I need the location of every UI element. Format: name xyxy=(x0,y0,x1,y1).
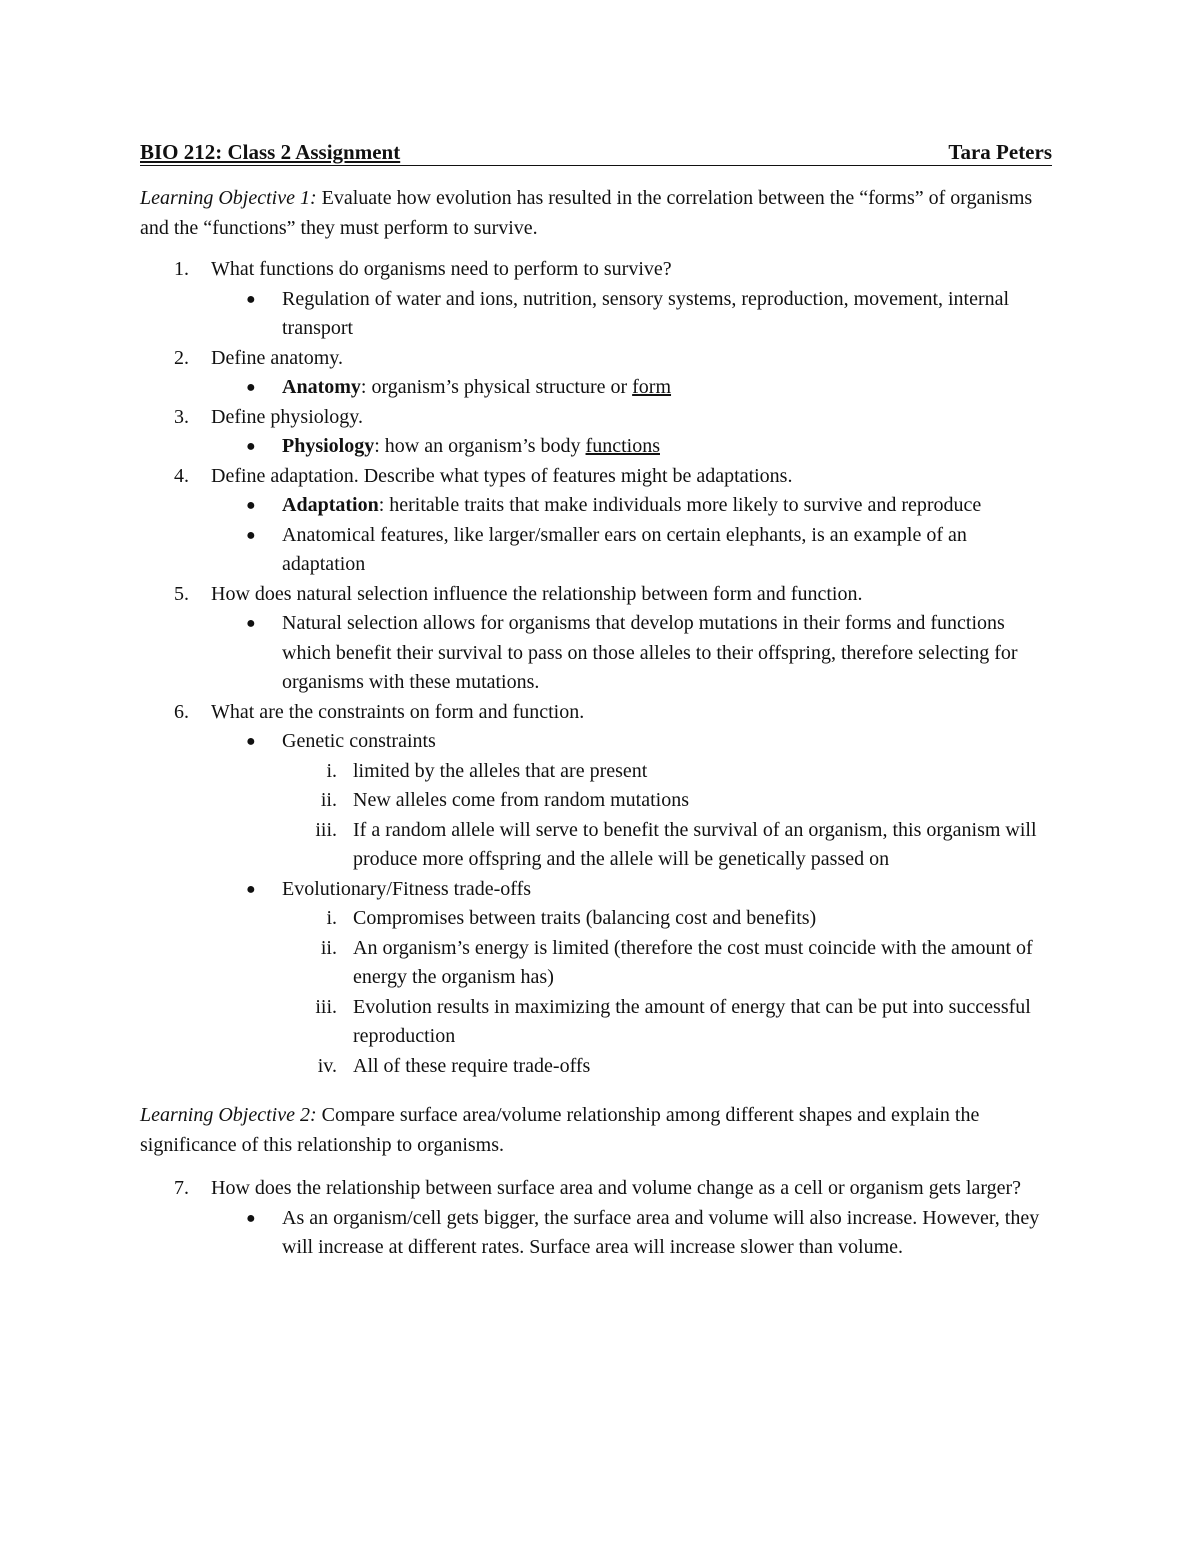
term: Adaptation xyxy=(282,494,379,516)
answer-item: ● As an organism/cell gets bigger, the surface area and volume will also increase. However, they will increase at different rates. Surface area will increase slower than volume. xyxy=(211,1204,1052,1263)
term: Physiology xyxy=(282,435,375,457)
answer-item: ● Adaptation: heritable traits that make individuals more likely to survive and reproduce xyxy=(211,491,1052,521)
author-name: Tara Peters xyxy=(948,140,1052,164)
answer-item: ● Evolutionary/Fitness trade-offs i. Compromises between traits (balancing cost and benefits) ii. An organism’s energy is limited (therefore the cost must coincide with the amount of energy the organism has) iii. Evolution results in maximizing the amount of energy that can be put into successful reproduction iv. All of these require trade-offs xyxy=(211,875,1052,1082)
question-number: 2. xyxy=(174,346,189,369)
roman-item: iii. Evolution results in maximizing the amount of energy that can be put into successful reproduction xyxy=(315,995,1031,1047)
roman-item: i. Compromises between traits (balancing cost and benefits) xyxy=(326,907,817,929)
question-7 xyxy=(140,1174,1052,1263)
question-3 xyxy=(140,403,1052,462)
roman-list xyxy=(282,757,1052,875)
answer-item: ● Anatomy: organism’s physical structure or form xyxy=(211,373,1052,403)
question-2 xyxy=(140,344,1052,403)
question-number: 3. xyxy=(174,405,189,428)
roman-item: ii. New alleles come from random mutations xyxy=(320,789,690,811)
question-text: Define physiology. xyxy=(211,405,364,428)
question-1 xyxy=(140,255,1052,344)
question-text: What are the constraints on form and function. xyxy=(211,700,585,723)
objective-label: Learning Objective 2: xyxy=(140,1104,317,1126)
bullet-icon: ● xyxy=(246,615,256,632)
answer-item: ● Regulation of water and ions, nutrition, sensory systems, reproduction, movement, internal transport xyxy=(211,285,1052,344)
roman-item: iii. If a random allele will serve to benefit the survival of an organism, this organism will produce more offspring and the allele will be genetically passed on xyxy=(315,818,1037,870)
objective-text: Evaluate how evolution has resulted in the correlation between the “forms” of organisms and the “functions” they must perform to survive. xyxy=(140,187,1033,239)
question-text: How does the relationship between surface area and volume change as a cell or organism gets larger? xyxy=(211,1177,1022,1199)
roman-item: ii. An organism’s energy is limited (therefore the cost must coincide with the amount of energy the organism has) xyxy=(320,936,1033,988)
bullet-icon: ● xyxy=(246,290,256,308)
bullet-icon: ● xyxy=(246,379,256,396)
bullet-icon: ● xyxy=(246,1209,256,1227)
question-6 xyxy=(140,698,1052,1082)
term: Anatomy xyxy=(282,376,361,398)
bullet-icon: ● xyxy=(246,880,256,898)
question-text: How does natural selection influence the relationship between form and function. xyxy=(211,582,863,605)
bullet-icon: ● xyxy=(246,733,256,750)
question-number: 6. xyxy=(174,700,189,723)
question-5 xyxy=(140,580,1052,698)
bullet-icon: ● xyxy=(246,497,256,514)
question-text: Define anatomy. xyxy=(211,346,343,369)
question-number: 4. xyxy=(174,464,189,487)
question-list xyxy=(140,255,1052,1081)
roman-list xyxy=(282,904,1052,1081)
roman-item: iv. All of these require trade-offs xyxy=(317,1054,591,1077)
document-page xyxy=(140,140,1052,1263)
question-4 xyxy=(140,462,1052,580)
learning-objective-1 xyxy=(140,184,1052,243)
answer-item: ● Physiology: how an organism’s body functions xyxy=(211,432,1052,462)
roman-item: i. limited by the alleles that are present xyxy=(326,759,648,782)
question-number: 7. xyxy=(174,1177,189,1199)
document-header xyxy=(140,140,1052,166)
objective-text: Compare surface area/volume relationship among different shapes and explain the significance of this relationship to organisms. xyxy=(140,1104,980,1156)
objective-label: Learning Objective 1: xyxy=(140,187,317,209)
learning-objective-2 xyxy=(140,1101,1052,1160)
bullet-icon: ● xyxy=(246,438,256,455)
answer-item: ● Natural selection allows for organisms that develop mutations in their forms and functions which benefit their survival to pass on those alleles to their offspring, therefore selecting for organisms with these mutations. xyxy=(211,609,1052,698)
document-title: BIO 212: Class 2 Assignment xyxy=(140,140,401,164)
question-number: 5. xyxy=(174,582,189,605)
question-text: Define adaptation. Describe what types of features might be adaptations. xyxy=(211,464,793,487)
bullet-icon: ● xyxy=(246,526,256,544)
question-text: What functions do organisms need to perform to survive? xyxy=(211,258,672,280)
answer-item: ● Genetic constraints i. limited by the alleles that are present ii. New alleles come from random mutations iii. If a random allele will serve to benefit the survival of an organism, this organism will produce more offspring and the allele will be genetically passed on xyxy=(211,727,1052,875)
answer-item: ● Anatomical features, like larger/smaller ears on certain elephants, is an example of an adaptation xyxy=(211,521,1052,580)
question-number: 1. xyxy=(174,258,189,280)
question-list xyxy=(140,1174,1052,1263)
